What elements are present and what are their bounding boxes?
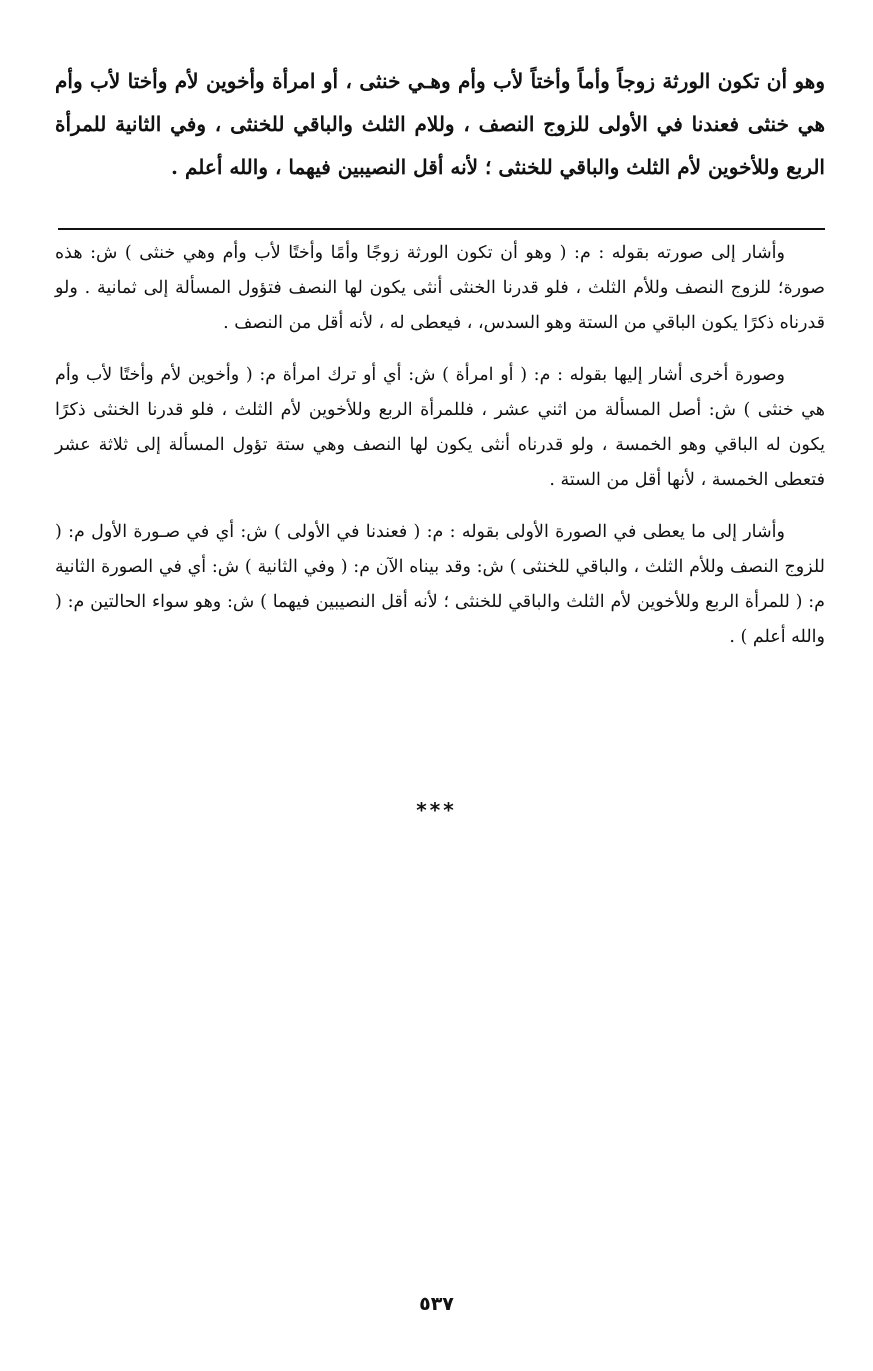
- section-separator: ***: [416, 798, 457, 822]
- footnote-divider: [58, 228, 825, 230]
- page-number: ٥٣٧: [419, 1293, 454, 1315]
- commentary-paragraph: وأشار إلى صورته بقوله : م: ( وهو أن تكون الورثة زوجًا وأمًا وأختًا لأب وأم وهي خنثى ) ش: هذه صورة؛ للزوج النصف وللأم الثلث ، فلو قدرنا الخنثى أنثى يكون لها النصف فتؤول المسألة إلى ثمانية . ولو قدرناه ذكرًا يكون الباقي من الستة وهو السدس، ، فيعطى له ، لأنه أقل من النصف .: [55, 243, 825, 333]
- main-text: وهو أن تكون الورثة زوجاً وأماً وأختاً لأب وأم وهـي خنثى ، أو امرأة وأخوين لأم وأختا لأب وأم هي خنثى فعندنا في الأولى للزوج النصف ، وللام الثلث والباقي للخنثى ، وفي الثانية للمرأة الربع وللأخوين لأم الثلث والباقي للخنثى ؛ لأنه أقل النصيبين فيهما ، والله أعلم .: [55, 69, 825, 179]
- commentary-paragraph: وصورة أخرى أشار إليها بقوله : م: ( أو امرأة ) ش: أي أو ترك امرأة م: ( وأخوين لأم وأختًا لأب وأم هي خنثى ) ش: أصل المسألة من اثني عشر ، فللمرأة الربع وللأخوين لأم الثلث ، فلو قدرنا الخنثى ذكرًا يكون له الباقي وهو الخمسة ، ولو قدرناه أنثى يكون لها النصف وهي ستة تؤول المسألة إلى ثلاثة عشر فتعطى الخمسة ، لأنها أقل من الستة .: [55, 365, 825, 490]
- commentary-section: [55, 236, 825, 672]
- commentary-paragraph: وأشار إلى ما يعطى في الصورة الأولى بقوله : م: ( فعندنا في الأولى ) ش: أي في صـورة الأول م: ( للزوج النصف وللأم الثلث ، والباقي للخنثى ) ش: وقد بيناه الآن م: ( وفي الثانية ) ش: أي في الصورة الثانية م: ( للمرأة الربع وللأخوين لأم الثلث والباقي للخنثى ؛ لأنه أقل النصيبين فيهما ) ش: وهو سواء الحالتين م: ( والله أعلم ) .: [55, 522, 825, 647]
